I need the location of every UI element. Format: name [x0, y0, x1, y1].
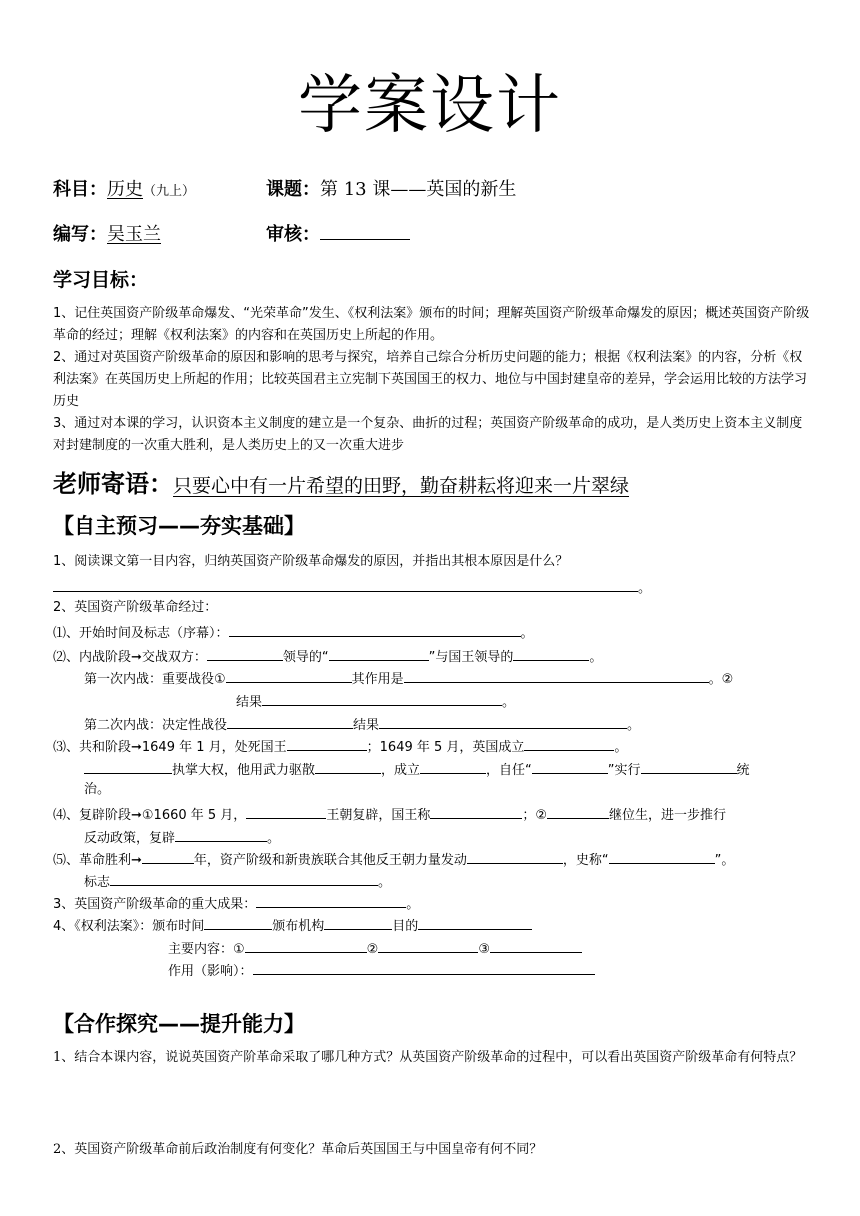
stage-3-cont: 执掌大权，他用武力驱散 ，成立 ，自任“ ”实行 统	[84, 758, 750, 781]
stage-3-end: 治。	[84, 782, 111, 797]
preview-q4-content: 主要内容：① ② ③	[168, 937, 582, 960]
stage-3: ⑶、共和阶段➞1649 年 1 月，处死国王 ；1649 年 5 月，英国成立 。	[53, 735, 627, 758]
lesson-label: 课题：	[266, 179, 320, 200]
explore-heading: 【合作探究——提升能力】	[53, 1012, 305, 1036]
review-blank	[320, 224, 410, 240]
author-value: 吴玉兰	[107, 224, 161, 245]
objectives-heading: 学习目标：	[53, 269, 149, 291]
objectives-list	[53, 303, 813, 457]
stage-5: ⑸、革命胜利➞ 年，资产阶级和新贵族联合其他反王朝力量发动 ，史称“ ”。	[53, 848, 734, 871]
stage-4: ⑷、复辟阶段➞①1660 年 5 月， 王朝复辟，国王称 ；② 继位生，进一步推行	[53, 803, 726, 826]
preview-q1-answer: 。	[53, 576, 651, 599]
subject-value: 历史	[107, 179, 143, 200]
motto-label: 老师寄语：	[53, 470, 173, 498]
author-row	[53, 223, 161, 247]
stage-2-second-war: 第二次内战：决定性战役 结果 。	[84, 713, 640, 736]
author-label: 编写：	[53, 224, 107, 245]
review-label: 审核：	[266, 224, 320, 245]
stage-1: ⑴、开始时间及标志（序幕）： 。	[53, 621, 534, 644]
motto-text: 只要心中有一片希望的田野，勤奋耕耘将迎来一片翠绿	[173, 475, 630, 497]
stage-4-cont: 反动政策，复辟 。	[84, 826, 280, 849]
subject-label: 科目：	[53, 179, 107, 200]
preview-q2: 2、英国资产阶级革命经过：	[53, 600, 218, 615]
stage-2-first-war-result: 结果 。	[236, 690, 515, 713]
answer-blank	[53, 576, 638, 592]
stage-2: ⑵、内战阶段➞交战双方： 领导的“ ”与国王领导的 。	[53, 645, 602, 668]
preview-q3: 3、英国资产阶级革命的重大成果： 。	[53, 892, 419, 915]
lesson-row	[266, 178, 516, 202]
review-row	[266, 223, 410, 247]
objective-item-3: 3、通过对本课的学习，认识资本主义制度的建立是一个复杂、曲折的过程；英国资产阶级革命的成功，是人类历史上资本主义制度对封建制度的一次重大胜利，是人类历史上的又一次重大进步	[53, 416, 803, 453]
subject-note: （九上）	[143, 184, 196, 199]
preview-q4: 4、《权利法案》：颁布时间 颁布机构 目的	[53, 914, 532, 937]
preview-heading: 【自主预习——夯实基础】	[53, 514, 305, 538]
lesson-value: 第 13 课——英国的新生	[320, 179, 517, 200]
objective-item-2: 2、通过对英国资产阶级革命的原因和影响的思考与探究，培养自己综合分析历史问题的能力；根据《权利法案》的内容，分析《权利法案》在英国历史上所起的作用；比较英国君主立宪制下英国国王的权力、地位与中国封建皇帝的差异，学会运用比较的方法学习历史	[53, 350, 808, 409]
page-title: 学案设计	[298, 69, 562, 143]
teacher-motto	[53, 468, 629, 503]
subject-row	[53, 178, 195, 204]
explore-q1: 1、结合本课内容，说说英国资产阶革命采取了哪几种方式？从英国资产阶级革命的过程中，可以看出英国资产阶级革命有何特点？	[53, 1050, 803, 1065]
stage-2-first-war: 第一次内战：重要战役① 其作用是 。②	[84, 667, 733, 690]
explore-q2: 2、英国资产阶级革命前后政治制度有何变化？革命后英国国王与中国皇帝有何不同？	[53, 1142, 543, 1157]
preview-q4-effect: 作用（影响）：	[168, 959, 595, 982]
preview-q1: 1、阅读课文第一目内容，归纳英国资产阶级革命爆发的原因，并指出其根本原因是什么？	[53, 554, 569, 569]
stage-5-cont: 标志 。	[84, 870, 391, 893]
objective-item-1: 1、记住英国资产阶级革命爆发、“光荣革命”发生、《权利法案》颁布的时间；理解英国资产阶级革命爆发的原因；概述英国资产阶级革命的经过；理解《权利法案》的内容和在英国历史上所起的作用。	[53, 306, 810, 343]
